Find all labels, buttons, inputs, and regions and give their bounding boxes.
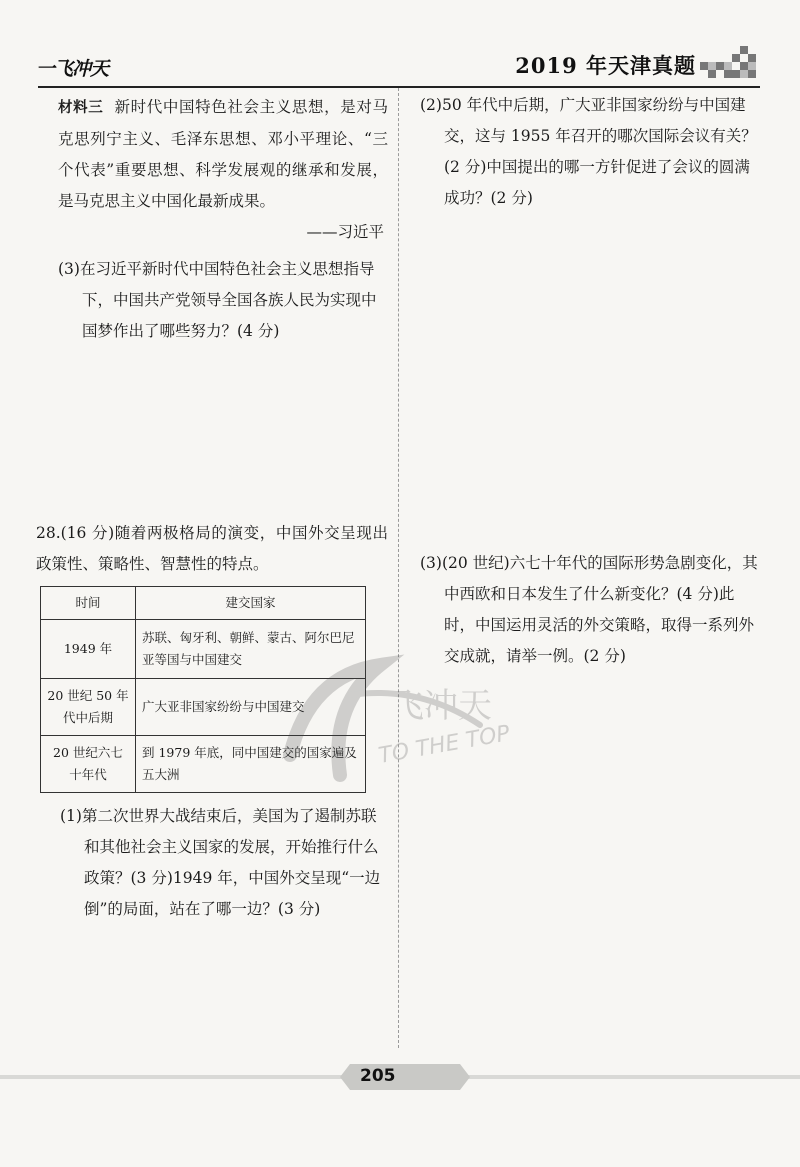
question-28-1: (1)第二次世界大战结束后，美国为了遏制苏联和其他社会主义国家的发展，开始推行什么政策？(3 分)1949 年，中国外交呈现“一边倒”的局面，站在了哪一边？(3 分) bbox=[60, 807, 381, 918]
page-number: 205 bbox=[360, 1066, 396, 1086]
table-cell-time: 1949 年 bbox=[41, 620, 136, 679]
brand-logo: 一飞冲天 bbox=[36, 58, 109, 80]
table-cell-time: 20 世纪六七十年代 bbox=[41, 736, 136, 793]
question-3: (3)在习近平新时代中国特色社会主义思想指导下，中国共产党领导全国各族人民为实现中国梦作出了哪些努力？(4 分) bbox=[58, 260, 377, 340]
table-header-row bbox=[41, 587, 366, 620]
column-divider bbox=[398, 88, 399, 1048]
table-cell-countries: 到 1979 年底，同中国建交的国家遍及五大洲 bbox=[136, 736, 366, 793]
right-column-top bbox=[420, 90, 760, 214]
table-cell-countries: 苏联、匈牙利、朝鲜、蒙古、阿尔巴尼亚等国与中国建交 bbox=[136, 620, 366, 679]
question-28-2: (2)50 年代中后期，广大亚非国家纷纷与中国建交，这与 1955 年召开的哪次国际会议有关？(2 分)中国提出的哪一方针促进了会议的圆满成功？(2 分) bbox=[420, 96, 757, 207]
question-28: 28.(16 分)随着两极格局的演变，中国外交呈现出政策性、策略性、智慧性的特点。 bbox=[36, 524, 388, 573]
footer-band bbox=[0, 1062, 800, 1092]
watermark-logo bbox=[270, 635, 540, 795]
question-28-3: (3)(20 世纪)六七十年代的国际形势急剧变化，其中西欧和日本发生了什么新变化？(4 分)此时，中国运用灵活的外交策略，取得一系列外交成就，请举一例。(2 分) bbox=[420, 554, 758, 665]
table-header-time: 时间 bbox=[41, 587, 136, 620]
header-title: 2019 年天津真题 bbox=[515, 53, 696, 78]
table-cell-countries: 广大亚非国家纷纷与中国建交 bbox=[136, 679, 366, 736]
table-header-countries: 建交国家 bbox=[136, 587, 366, 620]
material-label: 材料三 bbox=[58, 100, 104, 116]
checker-pattern-icon bbox=[700, 46, 760, 78]
material-three bbox=[58, 92, 388, 217]
left-column bbox=[58, 92, 388, 347]
watermark-en-text: TO THE TOP bbox=[376, 721, 512, 769]
material-source: ——习近平 bbox=[306, 223, 384, 241]
header-rule bbox=[38, 86, 760, 88]
material-text: 新时代中国特色社会主义思想，是对马克思列宁主义、毛泽东思想、邓小平理论、“三个代表”重要思想、科学发展观的继承和发展，是马克思主义中国化最新成果。 bbox=[58, 98, 388, 210]
table-cell-time: 20 世纪 50 年代中后期 bbox=[41, 679, 136, 736]
watermark-cn-text: 飞冲天 bbox=[390, 686, 492, 726]
